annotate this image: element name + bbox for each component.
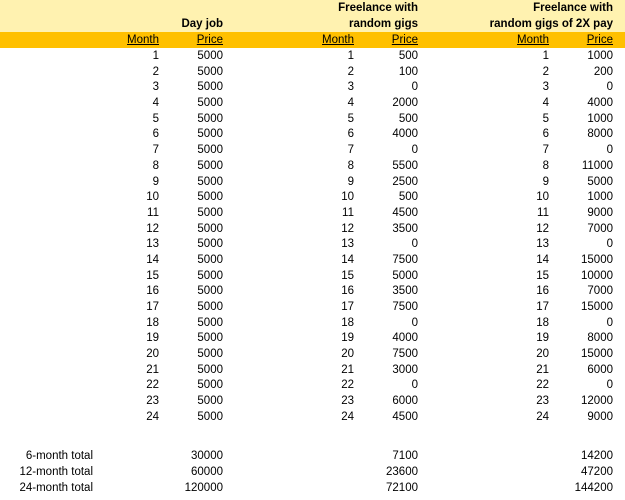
freelance2x-month-cell: 22 [536, 379, 549, 392]
header-day-job: Day job [181, 18, 223, 30]
table-row [0, 206, 625, 222]
freelance-month-cell: 14 [341, 253, 354, 266]
freelance-month-cell: 20 [341, 348, 354, 361]
freelance-price-cell: 7500 [392, 348, 418, 361]
freelance-price-cell: 4500 [392, 410, 418, 423]
freelance-month-cell: 17 [341, 301, 354, 313]
freelance2x-month-cell: 2 [542, 65, 549, 78]
table-row [0, 316, 625, 332]
day-job-month-cell: 17 [146, 301, 159, 313]
freelance-price-cell: 3500 [392, 285, 418, 298]
table-row [0, 410, 625, 426]
freelance-month-cell: 9 [347, 175, 354, 188]
day-job-price-cell: 5000 [197, 316, 223, 329]
freelance2x-price-cell: 8000 [587, 332, 613, 345]
freelance-month-cell: 4 [347, 97, 354, 110]
table-row [0, 378, 625, 394]
freelance2x-price-cell: 8000 [587, 128, 613, 141]
table-row [0, 159, 625, 175]
freelance-price-cell: 7500 [392, 301, 418, 313]
freelance-total: 7100 [392, 450, 418, 462]
total-row [0, 448, 625, 464]
day-job-price-cell: 5000 [197, 363, 223, 376]
table-row [0, 300, 625, 316]
freelance2x-price-cell: 9000 [587, 206, 613, 219]
day-job-price-cell: 5000 [197, 222, 223, 235]
freelance2x-price-cell: 1000 [587, 191, 613, 204]
col-month-header: Month [127, 34, 159, 46]
day-job-month-cell: 5 [152, 112, 159, 125]
table-row [0, 112, 625, 128]
freelance2x-month-cell: 10 [536, 191, 549, 204]
freelance2x-month-cell: 12 [536, 222, 549, 235]
day-job-month-cell: 19 [146, 332, 159, 345]
freelance2x-month-cell: 5 [542, 112, 549, 125]
freelance-price-cell: 2500 [392, 175, 418, 188]
day-job-month-cell: 9 [152, 175, 159, 188]
freelance2x-month-cell: 15 [536, 269, 549, 282]
freelance2x-price-cell: 200 [593, 65, 613, 78]
total-label: 12-month total [19, 466, 93, 478]
freelance-month-cell: 13 [341, 238, 354, 251]
freelance2x-price-cell: 6000 [587, 363, 613, 376]
freelance-month-cell: 1 [347, 50, 354, 62]
freelance2x-price-cell: 7000 [587, 285, 613, 298]
day-job-price-cell: 5000 [197, 144, 223, 157]
day-job-month-cell: 12 [146, 222, 159, 235]
table-row [0, 175, 625, 191]
freelance-month-cell: 23 [341, 395, 354, 408]
day-job-price-cell: 5000 [197, 301, 223, 313]
table-row [0, 284, 625, 300]
freelance2x-month-cell: 13 [536, 238, 549, 251]
day-job-total: 30000 [191, 450, 223, 462]
day-job-price-cell: 5000 [197, 253, 223, 266]
day-job-month-cell: 15 [146, 269, 159, 282]
freelance2x-price-cell: 1000 [587, 112, 613, 125]
freelance-price-cell: 500 [398, 50, 418, 62]
freelance2x-price-cell: 0 [606, 144, 613, 157]
freelance-price-cell: 6000 [392, 395, 418, 408]
freelance2x-month-cell: 18 [536, 316, 549, 329]
freelance2x-month-cell: 19 [536, 332, 549, 345]
freelance-price-cell: 3000 [392, 363, 418, 376]
day-job-month-cell: 21 [146, 363, 159, 376]
freelance2x-price-cell: 1000 [587, 50, 613, 62]
freelance2x-price-cell: 12000 [581, 395, 613, 408]
freelance-price-cell: 3500 [392, 222, 418, 235]
freelance2x-price-cell: 0 [606, 81, 613, 94]
day-job-price-cell: 5000 [197, 285, 223, 298]
freelance2x-price-cell: 11000 [581, 159, 613, 172]
freelance-month-cell: 19 [341, 332, 354, 345]
freelance-month-cell: 12 [341, 222, 354, 235]
day-job-price-cell: 5000 [197, 348, 223, 361]
day-job-price-cell: 5000 [197, 97, 223, 110]
freelance2x-price-cell: 0 [606, 379, 613, 392]
freelance-month-cell: 7 [347, 144, 354, 157]
freelance2x-month-cell: 3 [542, 81, 549, 94]
table-row [0, 237, 625, 253]
freelance-month-cell: 3 [347, 81, 354, 94]
col-price-header: Price [196, 34, 223, 46]
day-job-month-cell: 3 [152, 81, 159, 94]
header-freelance2x-line2: random gigs of 2X pay [489, 18, 613, 30]
day-job-month-cell: 6 [152, 128, 159, 141]
freelance2x-month-cell: 17 [536, 301, 549, 313]
day-job-price-cell: 5000 [197, 191, 223, 204]
freelance2x-month-cell: 20 [536, 348, 549, 361]
table-row [0, 363, 625, 379]
freelance-month-cell: 11 [342, 206, 354, 219]
table-row [0, 96, 625, 112]
freelance-month-cell: 18 [341, 316, 354, 329]
freelance-price-cell: 0 [411, 238, 418, 251]
freelance2x-price-cell: 15000 [581, 301, 613, 313]
freelance2x-price-cell: 0 [606, 316, 613, 329]
freelance-price-cell: 5500 [392, 159, 418, 172]
freelance2x-total: 144200 [574, 482, 613, 494]
total-row [0, 464, 625, 480]
freelance-price-cell: 2000 [392, 97, 418, 110]
day-job-price-cell: 5000 [197, 379, 223, 392]
freelance2x-month-cell: 4 [542, 97, 549, 110]
day-job-month-cell: 23 [146, 395, 159, 408]
freelance2x-price-cell: 15000 [581, 348, 613, 361]
table-row [0, 49, 625, 65]
header-freelance-line2: random gigs [348, 18, 418, 30]
day-job-month-cell: 7 [152, 144, 159, 157]
freelance-month-cell: 22 [341, 379, 354, 392]
table-row [0, 253, 625, 269]
freelance2x-price-cell: 4000 [587, 97, 613, 110]
day-job-month-cell: 2 [152, 65, 159, 78]
day-job-month-cell: 11 [147, 206, 159, 219]
freelance2x-month-cell: 24 [536, 410, 549, 423]
day-job-price-cell: 5000 [197, 50, 223, 62]
freelance-month-cell: 2 [347, 65, 354, 78]
freelance2x-price-cell: 9000 [587, 410, 613, 423]
col-price-header: Price [391, 34, 418, 46]
freelance2x-price-cell: 7000 [587, 222, 613, 235]
day-job-month-cell: 22 [146, 379, 159, 392]
freelance-month-cell: 16 [341, 285, 354, 298]
header-freelance-line1: Freelance with [338, 2, 418, 14]
freelance-month-cell: 6 [347, 128, 354, 141]
freelance-price-cell: 4000 [392, 332, 418, 345]
table-row [0, 65, 625, 81]
table-row [0, 347, 625, 363]
freelance-month-cell: 10 [341, 191, 354, 204]
freelance2x-total: 47200 [581, 466, 613, 478]
subheader-band [0, 32, 625, 48]
freelance-price-cell: 0 [411, 379, 418, 392]
col-month-header: Month [322, 34, 354, 46]
freelance2x-month-cell: 16 [536, 285, 549, 298]
table-row [0, 222, 625, 238]
table-row [0, 127, 625, 143]
day-job-month-cell: 1 [152, 50, 159, 62]
day-job-month-cell: 13 [146, 238, 159, 251]
table-row [0, 190, 625, 206]
freelance2x-month-cell: 11 [537, 206, 549, 219]
freelance-price-cell: 100 [398, 65, 418, 78]
freelance-total: 23600 [386, 466, 418, 478]
day-job-price-cell: 5000 [197, 206, 223, 219]
freelance-price-cell: 4000 [392, 128, 418, 141]
day-job-month-cell: 8 [152, 159, 159, 172]
freelance-price-cell: 500 [398, 191, 418, 204]
header-freelance2x-line1: Freelance with [533, 2, 613, 14]
day-job-price-cell: 5000 [197, 332, 223, 345]
day-job-month-cell: 4 [152, 97, 159, 110]
freelance-price-cell: 4500 [392, 206, 418, 219]
total-label: 6-month total [25, 450, 93, 462]
freelance-price-cell: 500 [398, 112, 418, 125]
freelance2x-month-cell: 8 [542, 159, 549, 172]
day-job-month-cell: 24 [146, 410, 159, 423]
freelance2x-month-cell: 14 [536, 253, 549, 266]
col-price-header: Price [586, 34, 613, 46]
day-job-month-cell: 16 [146, 285, 159, 298]
freelance-month-cell: 15 [341, 269, 354, 282]
day-job-price-cell: 5000 [197, 269, 223, 282]
freelance-month-cell: 8 [347, 159, 354, 172]
day-job-month-cell: 10 [146, 191, 159, 204]
col-month-header: Month [517, 34, 549, 46]
day-job-month-cell: 18 [146, 316, 159, 329]
day-job-price-cell: 5000 [197, 159, 223, 172]
table-row [0, 269, 625, 285]
freelance-month-cell: 21 [341, 363, 354, 376]
freelance-price-cell: 0 [411, 316, 418, 329]
day-job-total: 120000 [184, 482, 223, 494]
freelance-month-cell: 24 [341, 410, 354, 423]
freelance-total: 72100 [386, 482, 418, 494]
total-label: 24-month total [19, 482, 93, 494]
freelance2x-price-cell: 10000 [581, 269, 613, 282]
day-job-price-cell: 5000 [197, 112, 223, 125]
day-job-price-cell: 5000 [197, 65, 223, 78]
day-job-total: 60000 [191, 466, 223, 478]
total-row [0, 480, 625, 496]
freelance-price-cell: 0 [411, 144, 418, 157]
day-job-month-cell: 20 [146, 348, 159, 361]
table-row [0, 143, 625, 159]
day-job-month-cell: 14 [146, 253, 159, 266]
freelance2x-month-cell: 1 [542, 50, 549, 62]
day-job-price-cell: 5000 [197, 410, 223, 423]
freelance2x-month-cell: 9 [542, 175, 549, 188]
freelance2x-total: 14200 [581, 450, 613, 462]
day-job-price-cell: 5000 [197, 175, 223, 188]
freelance2x-month-cell: 21 [536, 363, 549, 376]
totals-section [0, 448, 625, 496]
table-row [0, 394, 625, 410]
data-rows [0, 49, 625, 426]
freelance-price-cell: 7500 [392, 253, 418, 266]
freelance2x-month-cell: 7 [542, 144, 549, 157]
freelance2x-month-cell: 6 [542, 128, 549, 141]
freelance2x-month-cell: 23 [536, 395, 549, 408]
day-job-price-cell: 5000 [197, 81, 223, 94]
freelance2x-price-cell: 15000 [581, 253, 613, 266]
day-job-price-cell: 5000 [197, 238, 223, 251]
day-job-price-cell: 5000 [197, 395, 223, 408]
freelance-month-cell: 5 [347, 112, 354, 125]
day-job-price-cell: 5000 [197, 128, 223, 141]
table-row [0, 80, 625, 96]
freelance-price-cell: 5000 [392, 269, 418, 282]
freelance2x-price-cell: 0 [606, 238, 613, 251]
table-row [0, 331, 625, 347]
freelance2x-price-cell: 5000 [587, 175, 613, 188]
freelance-price-cell: 0 [411, 81, 418, 94]
header-band [0, 0, 625, 32]
